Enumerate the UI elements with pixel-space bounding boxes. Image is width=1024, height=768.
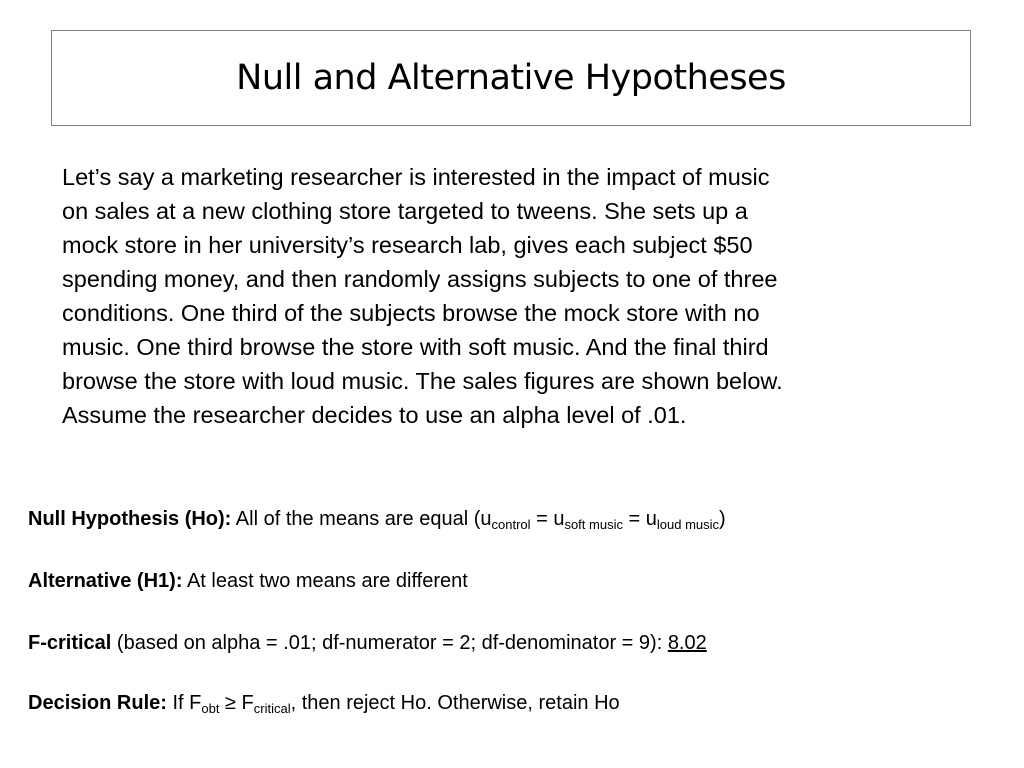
subscript-control: control <box>491 517 531 532</box>
decision-rule <box>28 692 620 715</box>
intro-paragraph <box>62 160 962 432</box>
decision-rule-text: If F <box>166 692 202 714</box>
null-hypothesis <box>28 508 726 531</box>
close-paren: ) <box>719 508 726 530</box>
subscript-critical: critical <box>253 701 291 716</box>
subscript-soft-music: soft music <box>564 517 623 532</box>
equals-text: = u <box>530 508 565 530</box>
intro-line: on sales at a new clothing store targeted to tweens. She sets up a <box>62 198 748 224</box>
f-critical-text: (based on alpha = .01; df-numerator = 2; df-denominator = 9): <box>111 632 668 654</box>
alternative-hypothesis <box>28 570 468 593</box>
intro-line: spending money, and then randomly assigns subjects to one of three <box>62 266 778 292</box>
intro-line: Let’s say a marketing researcher is interested in the impact of music <box>62 164 770 190</box>
alternative-text: At least two means are different <box>182 570 468 592</box>
title-box <box>51 30 971 126</box>
intro-line: browse the store with loud music. The sales figures are shown below. <box>62 368 783 394</box>
subscript-obt: obt <box>201 701 220 716</box>
f-critical <box>28 632 707 655</box>
alternative-label: Alternative (H1): <box>28 570 183 592</box>
intro-line: mock store in her university’s research lab, gives each subject $50 <box>62 232 753 258</box>
f-critical-value: 8.02 <box>667 632 707 654</box>
subscript-loud-music: loud music <box>656 517 720 532</box>
null-hypothesis-label: Null Hypothesis (Ho): <box>28 508 232 530</box>
f-critical-label: F-critical <box>28 632 112 654</box>
decision-rule-mid: ≥ F <box>219 692 254 714</box>
intro-line: music. One third browse the store with soft music. And the final third <box>62 334 769 360</box>
intro-line: conditions. One third of the subjects browse the mock store with no <box>62 300 760 326</box>
intro-line: Assume the researcher decides to use an alpha level of .01. <box>62 402 687 428</box>
null-hypothesis-text: All of the means are equal (u <box>231 508 492 530</box>
slide-title: Null and Alternative Hypotheses <box>236 58 786 98</box>
decision-rule-label: Decision Rule: <box>28 692 167 714</box>
decision-rule-post: , then reject Ho. Otherwise, retain Ho <box>290 692 620 714</box>
equals-text: = u <box>622 508 657 530</box>
